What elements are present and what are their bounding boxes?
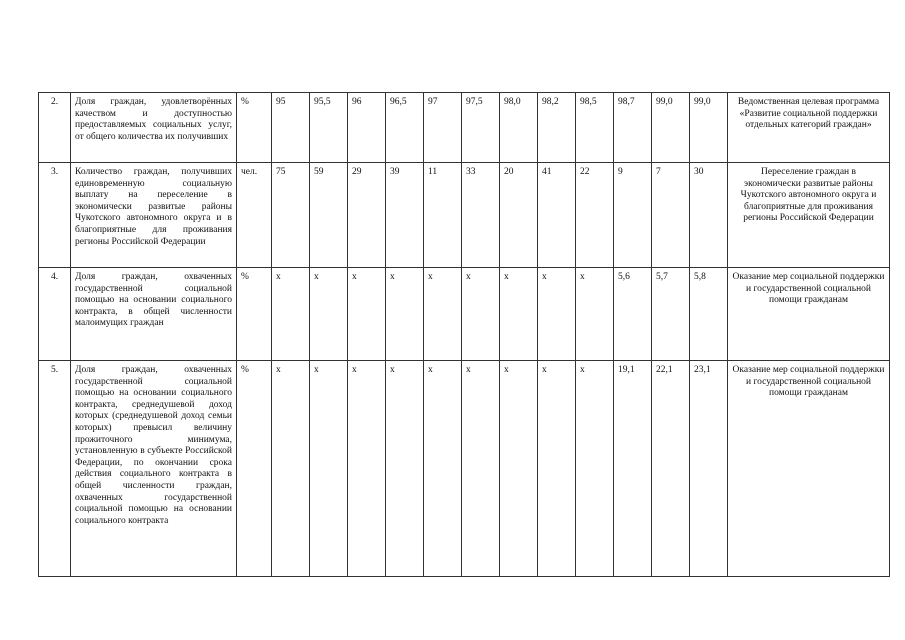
value-cell: x <box>500 268 538 361</box>
row-number-cell: 2. <box>39 93 71 163</box>
value-cell: x <box>462 361 500 577</box>
value-cell: 5,6 <box>614 268 652 361</box>
row-number-cell: 4. <box>39 268 71 361</box>
value-cell: 95,5 <box>310 93 348 163</box>
value-cell: 22,1 <box>652 361 690 577</box>
row-number-cell: 3. <box>39 163 71 268</box>
value-cell: 99,0 <box>652 93 690 163</box>
value-cell: 95 <box>272 93 310 163</box>
value-cell: x <box>386 268 424 361</box>
value-cell: 9 <box>614 163 652 268</box>
value-cell: 23,1 <box>690 361 728 577</box>
table-row <box>39 361 890 577</box>
value-cell: x <box>386 361 424 577</box>
value-cell: 11 <box>424 163 462 268</box>
value-cell: x <box>538 361 576 577</box>
value-cell: x <box>272 361 310 577</box>
value-cell: 7 <box>652 163 690 268</box>
table-row <box>39 268 890 361</box>
value-cell: 20 <box>500 163 538 268</box>
value-cell: 99,0 <box>690 93 728 163</box>
value-cell: 19,1 <box>614 361 652 577</box>
value-cell: x <box>348 361 386 577</box>
value-cell: 33 <box>462 163 500 268</box>
value-cell: 59 <box>310 163 348 268</box>
value-cell: x <box>424 361 462 577</box>
value-cell: x <box>500 361 538 577</box>
value-cell: 22 <box>576 163 614 268</box>
value-cell: 96 <box>348 93 386 163</box>
value-cell: 5,7 <box>652 268 690 361</box>
value-cell: x <box>462 268 500 361</box>
row-number-cell: 5. <box>39 361 71 577</box>
value-cell: x <box>310 268 348 361</box>
value-cell: x <box>348 268 386 361</box>
value-cell: x <box>576 268 614 361</box>
value-cell: 97,5 <box>462 93 500 163</box>
value-cell: 5,8 <box>690 268 728 361</box>
value-cell: x <box>310 361 348 577</box>
value-cell: x <box>576 361 614 577</box>
value-cell: x <box>538 268 576 361</box>
program-cell: Ведомственная целевая программа «Развитие социальной поддержки отдельных категорий граждан» <box>728 93 890 163</box>
value-cell: 30 <box>690 163 728 268</box>
value-cell: x <box>272 268 310 361</box>
table-row <box>39 163 890 268</box>
value-cell: 41 <box>538 163 576 268</box>
unit-cell: % <box>237 361 272 577</box>
table-row <box>39 93 890 163</box>
indicator-name-cell: Доля граждан, охваченных государственной социальной помощью на основании социального контракта, среднедушевой доход которых (среднедушевой доход семьи которых) превысил величину прожиточного минимума, установленную в субъекте Российской Федерации, по окончании срока действия социального контракта в общей численности граждан, охваченных государственной социальной помощью на основании социального контракта <box>71 361 237 577</box>
value-cell: 98,5 <box>576 93 614 163</box>
value-cell: 39 <box>386 163 424 268</box>
value-cell: 75 <box>272 163 310 268</box>
program-cell: Оказание мер социальной поддержки и государственной социальной помощи гражданам <box>728 361 890 577</box>
table-body <box>39 93 890 577</box>
indicator-name-cell: Доля граждан, охваченных государственной социальной помощью на основании социального контракта, в общей численности малоимущих граждан <box>71 268 237 361</box>
value-cell: 98,2 <box>538 93 576 163</box>
program-cell: Переселение граждан в экономически развитые районы Чукотского автономного округа и благоприятные для проживания регионы Российской Федерации <box>728 163 890 268</box>
indicators-table <box>38 92 890 577</box>
indicator-name-cell: Количество граждан, получивших единовременную социальную выплату на переселение в экономически развитые районы Чукотского автономного округа и в благоприятные для проживания регионы Российской Федерации <box>71 163 237 268</box>
value-cell: 97 <box>424 93 462 163</box>
indicator-name-cell: Доля граждан, удовлетворённых качеством и доступностью предоставляемых социальных услуг, от общего количества их получивших <box>71 93 237 163</box>
program-cell: Оказание мер социальной поддержки и государственной социальной помощи гражданам <box>728 268 890 361</box>
value-cell: 29 <box>348 163 386 268</box>
unit-cell: % <box>237 93 272 163</box>
value-cell: 98,7 <box>614 93 652 163</box>
value-cell: 98,0 <box>500 93 538 163</box>
value-cell: 96,5 <box>386 93 424 163</box>
unit-cell: чел. <box>237 163 272 268</box>
unit-cell: % <box>237 268 272 361</box>
value-cell: x <box>424 268 462 361</box>
